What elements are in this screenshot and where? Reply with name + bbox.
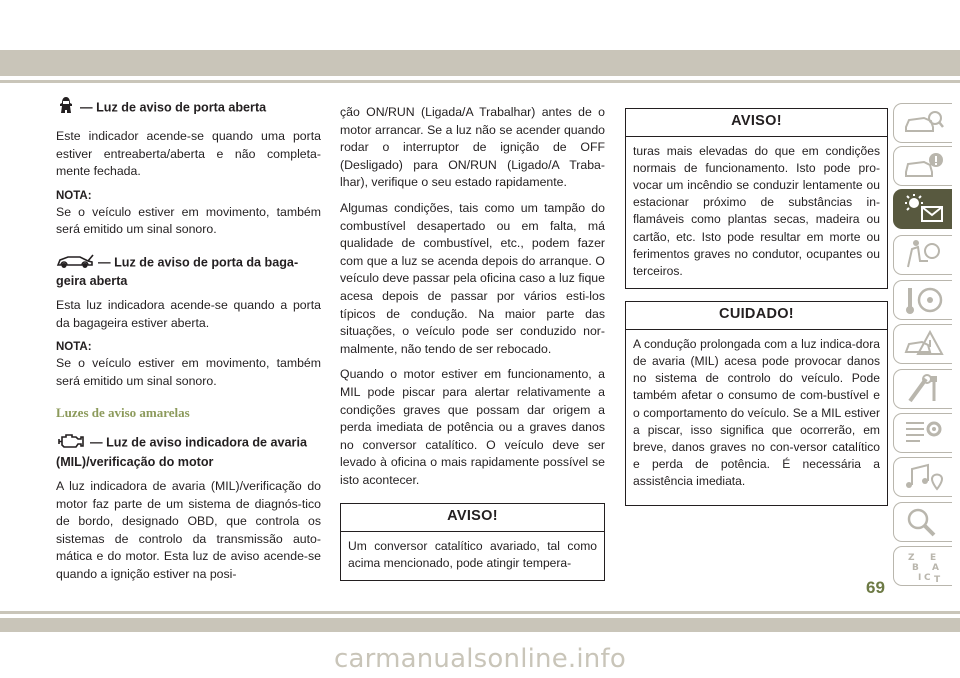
tab-search[interactable] bbox=[893, 502, 952, 542]
note-label: NOTA: bbox=[56, 341, 92, 354]
door-warning-heading bbox=[56, 96, 321, 120]
door-heading-text: — Luz de aviso de porta aberta bbox=[80, 100, 267, 115]
search-icon bbox=[902, 506, 946, 538]
column-left bbox=[56, 96, 321, 592]
svg-text:Z: Z bbox=[908, 553, 915, 563]
tab-tools[interactable] bbox=[893, 369, 952, 409]
mil-heading-text: — Luz de aviso indicadora de avaria (MIL)/verificação do motor bbox=[56, 435, 307, 469]
svg-text:E: E bbox=[930, 553, 937, 563]
warning-box bbox=[625, 108, 888, 289]
trunk-heading-text: — Luz de aviso de porta da baga-geira aberta bbox=[56, 255, 299, 288]
tools-icon bbox=[902, 373, 946, 405]
door-warning-text: Este indicador acende-se quando uma porta estiver entreaberta/aberta e não completa-mente fechada. bbox=[56, 129, 321, 179]
footer-band bbox=[0, 618, 960, 632]
trunk-warning-text: Esta luz indicadora acende-se quando a porta da bagageira estiver aberta. bbox=[56, 297, 321, 330]
music-nav-icon bbox=[902, 461, 946, 493]
mil-text: A luz indicadora de avaria (MIL)/verificação do motor faz parte de um sistema de diagnós-tico de bordo, designado OBD, que controla os sistemas de controlo da transmissão auto-mática e do motor. Esta luz de aviso acende-se quando a ignição estiver na posi- bbox=[56, 478, 321, 581]
page-number: 69 bbox=[866, 578, 885, 597]
tab-airbag-seat[interactable] bbox=[893, 235, 952, 275]
watermark: carmanualsonline.info bbox=[334, 644, 626, 674]
caution-box bbox=[625, 301, 888, 505]
section-heading-amber: Luzes de aviso amarelas bbox=[56, 405, 190, 421]
tab-specs[interactable] bbox=[893, 413, 952, 453]
tab-car-search[interactable] bbox=[893, 103, 952, 143]
steering-wrench-icon bbox=[902, 284, 946, 316]
trunk-warning-heading bbox=[56, 253, 321, 289]
svg-text:A: A bbox=[932, 563, 939, 573]
car-search-icon bbox=[902, 107, 946, 139]
svg-text:T: T bbox=[934, 575, 941, 584]
svg-text:I: I bbox=[918, 573, 922, 583]
caution-box-title: CUIDADO! bbox=[626, 302, 887, 330]
tab-alphabetic-index[interactable] bbox=[893, 546, 952, 586]
tab-warning-lights[interactable] bbox=[893, 189, 952, 229]
svg-text:B: B bbox=[912, 563, 919, 573]
warning-box-title: AVISO! bbox=[341, 504, 604, 532]
column-middle bbox=[340, 104, 605, 591]
paragraph: Quando o motor estiver em funcionamento, a MIL pode piscar para alertar relativamente a condições graves que possam dar origem a perda imediata de potência ou a graves danos no conversor catalítico. O veículo deve ser levado à oficina o mais rapidamente possível se isto acontecer. bbox=[340, 367, 605, 487]
tab-steering-wrench[interactable] bbox=[893, 280, 952, 320]
engine-check-icon bbox=[56, 432, 86, 454]
warning-box bbox=[340, 503, 605, 581]
caution-box-text: A condução prolongada com a luz indica-dora de avaria (MIL) acesa pode provocar danos no sistema de controlo do veículo. Pode também afetar o consumo de com-bustível e o comportamento do veículo. Se a MIL estiver a piscar, isso significa que ocorrerão, em breve, danos graves no con-versor catalítico e perda de potência. É necessária a assistência imediata. bbox=[633, 336, 880, 489]
road-hazard-icon bbox=[902, 328, 946, 360]
warning-box-title: AVISO! bbox=[626, 109, 887, 137]
warning-box-text: Um conversor catalítico avariado, tal como acima mencionado, pode atingir tempera- bbox=[348, 539, 597, 571]
mil-heading bbox=[56, 432, 321, 470]
car-info-icon bbox=[902, 150, 946, 182]
alphabet-index-icon bbox=[902, 550, 946, 584]
footer-rule bbox=[0, 611, 960, 614]
note-text: Se o veículo estiver em movimento, também será emitido um sinal sonoro. bbox=[56, 204, 321, 237]
tab-car-info[interactable] bbox=[893, 146, 952, 186]
door-open-icon bbox=[56, 96, 76, 120]
warning-lights-icon bbox=[902, 193, 946, 225]
airbag-seat-icon bbox=[902, 239, 946, 271]
column-right bbox=[625, 96, 888, 516]
tab-multimedia[interactable] bbox=[893, 457, 952, 497]
paragraph: ção ON/RUN (Ligada/A Trabalhar) antes de o motor arrancar. Se a luz não se acender quando rodar o interruptor de ignição de OFF (Desligado) para ON/RUN (Ligado/A Traba-lhar), verifique o seu estado rapidamente. bbox=[340, 105, 605, 190]
specs-gear-icon bbox=[902, 417, 946, 449]
car-trunk-open-icon bbox=[56, 253, 94, 273]
svg-text:C: C bbox=[924, 573, 931, 583]
paragraph: Algumas condições, tais como um tampão do combustível desapertado ou em falta, má qualidade de combustível, etc., podem fazer com que a luz se acenda depois do arranque. O veículo deve passar pela oficina caso a luz fique acesa depois de passar por vários esti-los típicos de condução. Na maior parte das situações, o veículo pode ser conduzido nor-malmente, não tendo de ser rebocado. bbox=[340, 200, 605, 356]
warning-box-text: turas mais elevadas do que em condições normais de funcionamento. Isto pode pro-vocar um incêndio se conduzir lentamente ou estacionar próximo de substâncias in-flamáveis como plantas secas, madeira ou cartão, etc. Isto pode resultar em morte ou ferimentos graves no condutor, ocupantes ou terceiros. bbox=[633, 143, 880, 279]
note-text: Se o veículo estiver em movimento, também será emitido um sinal sonoro. bbox=[56, 356, 321, 388]
header-band bbox=[0, 50, 960, 76]
header-rule bbox=[0, 80, 960, 83]
note-label: NOTA: bbox=[56, 189, 92, 202]
tab-road-hazard[interactable] bbox=[893, 324, 952, 364]
